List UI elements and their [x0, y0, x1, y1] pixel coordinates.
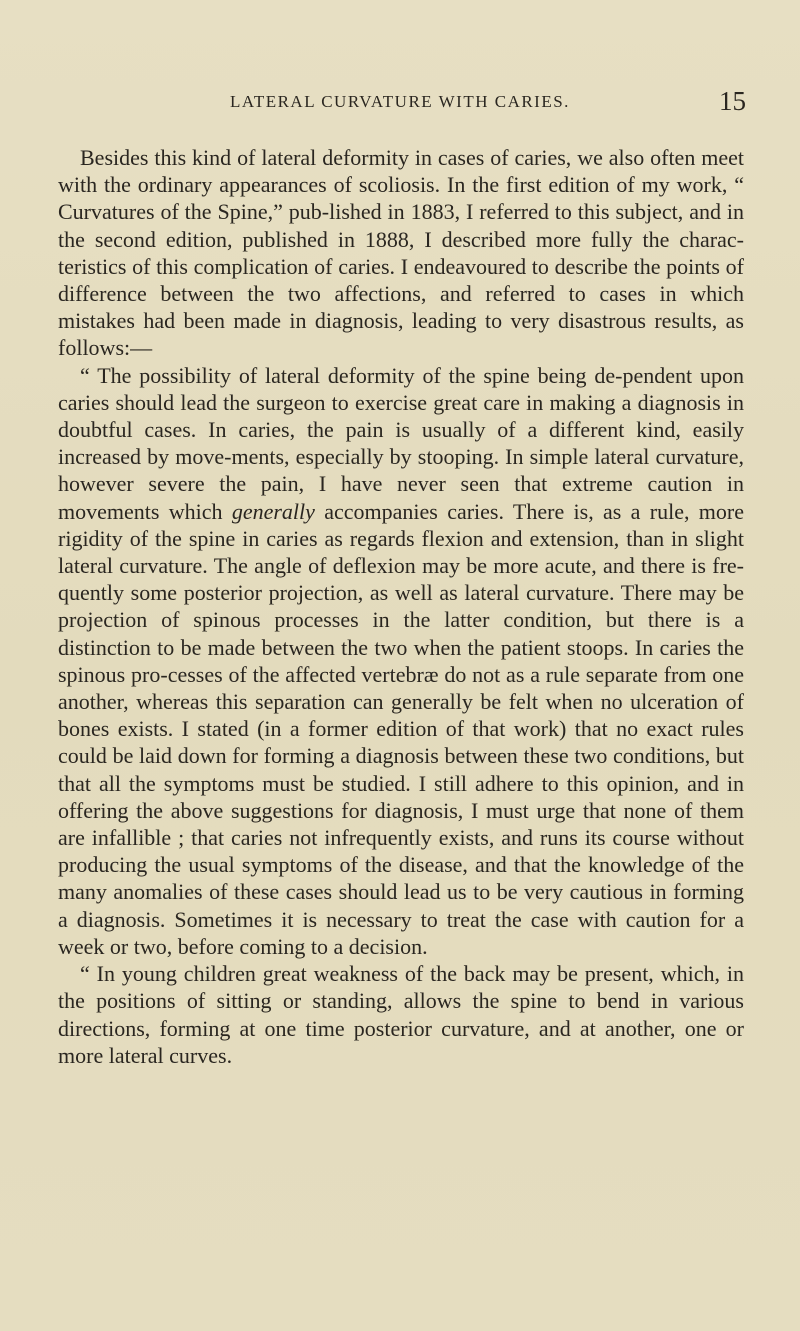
paragraph — [58, 960, 744, 1069]
paragraph — [58, 144, 744, 362]
body-text — [58, 144, 744, 1069]
page-number: 15 — [719, 86, 746, 116]
running-title: LATERAL CURVATURE WITH CARIES. — [230, 92, 570, 111]
paragraph-text: “ The possibility of lateral deformity of the spine being de-pendent upon caries should lead the surgeon to exercise great care in making a diagnosis in doubtful cases. In caries, the pain is usually of a different kind, easily increased by move-ments, especially by stooping. In simple lateral curvature, however severe the pain, I have never seen that extreme caution in movements which — [58, 362, 744, 524]
running-head — [0, 86, 800, 116]
paragraph-text: “ In young children great weakness of the back may be present, which, in the positions of sitting or standing, allows the spine to bend in various directions, forming at one time posterior curvature, and at another, one or more lateral curves. — [58, 961, 744, 1068]
paragraph-text: Besides this kind of lateral deformity in cases of caries, we also often meet with the ordinary appearances of scoliosis. In the first edition of my work, “ Curvatures of the Spine,” pub-lished in 1883, I referred to this subject, and in the second edition, published in 1888, I described more fully the charac-teristics of this complication of caries. I endeavoured to describe the points of difference between the two affections, and referred to cases in which mistakes had been made in diagnosis, leading to very disastrous results, as follows:— — [58, 145, 744, 361]
paragraph-text: accompanies caries. There is, as a rule, more rigidity of the spine in caries as regards flexion and extension, than in slight lateral curvature. The angle of deflexion may be more acute, and there is fre-quently some posterior projection, as well as lateral curvature. There may be projection of spinous processes in the latter condition, but there is a distinction to be made between the two when the patient stoops. In caries the spinous pro-cesses of the affected vertebræ do not as a rule separate from one another, whereas this separation can generally be felt when no ulceration of bones exists. I stated (in a former edition of that work) that no exact rules could be laid down for forming a diagnosis between these two conditions, but that all the symptoms must be studied. I still adhere to this opinion, and in offering the above suggestions for diagnosis, I must urge that none of them are infallible ; that caries not infrequently exists, and runs its course without producing the usual symptoms of the disease, and that the knowledge of the many anomalies of these cases should lead us to be very cautious in forming a diagnosis. Sometimes it is necessary to treat the case with caution for a week or two, before coming to a decision. — [58, 498, 744, 959]
paragraph — [58, 362, 744, 960]
emphasized-word: generally — [231, 498, 315, 524]
